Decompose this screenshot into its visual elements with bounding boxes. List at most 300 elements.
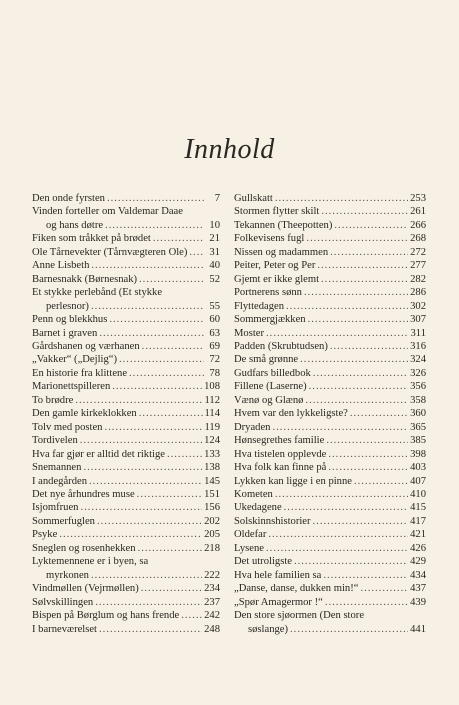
toc-entry[interactable] bbox=[234, 528, 426, 541]
toc-entry-title: Penn og blekkhus bbox=[32, 314, 108, 326]
dot-leader bbox=[325, 596, 408, 609]
toc-entry[interactable] bbox=[234, 300, 426, 313]
dot-leader bbox=[308, 313, 409, 326]
toc-entry-title: Gudfars billedbok bbox=[234, 367, 311, 379]
toc-entry-title: Gjemt er ikke glemt bbox=[234, 273, 320, 285]
toc-column-left bbox=[32, 192, 220, 636]
toc-entry[interactable] bbox=[32, 434, 220, 447]
toc-entry-page-number: 398 bbox=[410, 448, 426, 460]
toc-entry[interactable] bbox=[32, 542, 220, 555]
toc-entry[interactable] bbox=[32, 259, 220, 272]
toc-entry-title: Sommergjækken bbox=[234, 314, 306, 326]
toc-entry-title: En historie fra klittene bbox=[32, 367, 128, 379]
toc-entry-page-number: 316 bbox=[410, 340, 426, 352]
toc-entry-title: Isjomfruen bbox=[32, 502, 79, 514]
toc-entry[interactable] bbox=[234, 555, 426, 568]
toc-entry[interactable] bbox=[32, 515, 220, 528]
toc-entry-title: Fiken som tråkket på brødet bbox=[32, 233, 151, 245]
toc-entry-page-number: 248 bbox=[204, 623, 220, 635]
toc-entry-page-number: 40 bbox=[209, 260, 220, 272]
dot-leader bbox=[321, 273, 408, 286]
toc-entry-line bbox=[234, 596, 426, 609]
toc-entry[interactable] bbox=[32, 232, 220, 245]
toc-entry-page-number: 421 bbox=[410, 529, 426, 541]
dot-leader bbox=[294, 555, 408, 568]
dot-leader bbox=[305, 394, 408, 407]
toc-entry-line bbox=[234, 313, 426, 326]
dot-leader bbox=[112, 380, 202, 393]
dot-leader bbox=[286, 300, 408, 313]
toc-entry-page-number: 108 bbox=[204, 381, 220, 393]
toc-entry-line bbox=[234, 232, 426, 245]
dot-leader bbox=[330, 246, 408, 259]
toc-entry[interactable] bbox=[234, 273, 426, 286]
toc-entry-page-number: 218 bbox=[204, 542, 220, 554]
toc-entry-line bbox=[32, 313, 220, 326]
toc-entry[interactable] bbox=[234, 421, 426, 434]
toc-entry-title: Bispen på Børglum og hans frende bbox=[32, 610, 180, 622]
toc-entry-title: søslange) bbox=[248, 623, 289, 635]
dot-leader bbox=[91, 569, 202, 582]
toc-entry-page-number: 78 bbox=[209, 367, 220, 379]
toc-entry[interactable] bbox=[32, 246, 220, 259]
dot-leader bbox=[153, 232, 204, 245]
toc-entry-title: Det utroligste bbox=[234, 556, 292, 568]
toc-entry-title: Hva tistelen opplevde bbox=[234, 448, 327, 460]
toc-entry-page-number: 112 bbox=[204, 394, 220, 406]
toc-entry[interactable] bbox=[32, 407, 220, 420]
toc-entry[interactable] bbox=[32, 353, 220, 366]
toc-entry-title-line: Vinden forteller om Valdemar Daae bbox=[32, 206, 183, 218]
toc-entry-page-number: 407 bbox=[410, 475, 426, 487]
toc-entry-page-number: 237 bbox=[204, 596, 220, 608]
toc-entry-line bbox=[234, 246, 426, 259]
toc-entry-line bbox=[234, 273, 426, 286]
dot-leader bbox=[75, 394, 202, 407]
dot-leader bbox=[360, 582, 408, 595]
dot-leader bbox=[321, 205, 408, 218]
dot-leader bbox=[119, 353, 204, 366]
dot-leader bbox=[59, 528, 202, 541]
toc-entry-line bbox=[32, 367, 220, 380]
toc-entry[interactable] bbox=[32, 623, 220, 636]
toc-entry-title: Tolv med posten bbox=[32, 421, 103, 433]
toc-entry[interactable] bbox=[32, 461, 220, 474]
toc-entry[interactable] bbox=[234, 394, 426, 407]
dot-leader bbox=[326, 434, 408, 447]
dot-leader bbox=[99, 623, 202, 636]
toc-entry-line bbox=[234, 353, 426, 366]
toc-entry-line bbox=[234, 421, 426, 434]
toc-entry-page-number: 10 bbox=[209, 219, 220, 231]
toc-entry-line bbox=[234, 380, 426, 393]
dot-leader bbox=[142, 340, 204, 353]
toc-entry-page-number: 205 bbox=[204, 529, 220, 541]
toc-entry-title: Det nye århundres muse bbox=[32, 488, 135, 500]
toc-entry[interactable] bbox=[234, 259, 426, 272]
toc-entry-page-number: 234 bbox=[204, 583, 220, 595]
toc-entry-line bbox=[234, 501, 426, 514]
dot-leader bbox=[284, 501, 408, 514]
toc-entry-title-line: Den store sjøormen (Den store bbox=[234, 610, 365, 622]
toc-entry[interactable] bbox=[32, 488, 220, 501]
toc-entry[interactable] bbox=[234, 609, 426, 636]
toc-entry[interactable] bbox=[234, 596, 426, 609]
toc-entry[interactable] bbox=[32, 596, 220, 609]
toc-entry-line bbox=[234, 461, 426, 474]
toc-entry-page-number: 119 bbox=[204, 421, 220, 433]
toc-entry-page-number: 324 bbox=[410, 354, 426, 366]
toc-entry-line bbox=[32, 421, 220, 434]
toc-entry[interactable] bbox=[32, 273, 220, 286]
toc-entry-page-number: 138 bbox=[204, 462, 220, 474]
toc-entry-page-number: 63 bbox=[209, 327, 220, 339]
toc-entry-line bbox=[32, 246, 220, 259]
dot-leader bbox=[139, 407, 203, 420]
toc-entry[interactable] bbox=[32, 528, 220, 541]
toc-entry-title: Hva folk kan finne på bbox=[234, 462, 327, 474]
toc-entry-title: Sneglen og rosenhekken bbox=[32, 542, 136, 554]
toc-entry-title: Vænø og Glænø bbox=[234, 394, 304, 406]
toc-entry-title: Lysene bbox=[234, 542, 265, 554]
toc-entry-line bbox=[234, 394, 426, 407]
toc-entry[interactable] bbox=[234, 501, 426, 514]
toc-entry-line bbox=[32, 448, 220, 461]
toc-entry-line bbox=[32, 232, 220, 245]
toc-entry-title: Den gamle kirkeklokken bbox=[32, 408, 137, 420]
dot-leader bbox=[306, 232, 408, 245]
toc-entry[interactable] bbox=[234, 327, 426, 340]
dot-leader bbox=[290, 623, 408, 636]
toc-entry-line bbox=[234, 300, 426, 313]
toc-entry-line bbox=[234, 340, 426, 353]
toc-entry[interactable] bbox=[32, 327, 220, 340]
toc-entry[interactable] bbox=[234, 515, 426, 528]
toc-entry[interactable] bbox=[234, 353, 426, 366]
toc-entry-title: Hvem var den lykkeligste? bbox=[234, 408, 348, 420]
toc-entry-line bbox=[234, 555, 426, 568]
toc-entry-page-number: 356 bbox=[410, 381, 426, 393]
toc-entry-line bbox=[234, 407, 426, 420]
toc-entry-line bbox=[32, 623, 220, 636]
toc-entry-title: Tekannen (Theepotten) bbox=[234, 219, 333, 231]
toc-entry-title: Fillene (Laserne) bbox=[234, 381, 307, 393]
dot-leader bbox=[189, 246, 204, 259]
toc-entry-line bbox=[32, 582, 220, 595]
toc-entry-page-number: 114 bbox=[204, 408, 220, 420]
toc-entry-line bbox=[32, 488, 220, 501]
toc-entry-page-number: 52 bbox=[209, 273, 220, 285]
toc-entry-title: „Spør Amagermor !“ bbox=[234, 596, 323, 608]
toc-entry-page-number: 441 bbox=[410, 623, 426, 635]
toc-column-right bbox=[234, 192, 426, 636]
toc-entry-page-number: 286 bbox=[410, 287, 426, 299]
toc-entry-title: Ukedagene bbox=[234, 502, 282, 514]
toc-entry-page-number: 307 bbox=[410, 314, 426, 326]
toc-entry-page-number: 253 bbox=[410, 193, 426, 204]
toc-entry-line bbox=[32, 353, 220, 366]
dot-leader bbox=[313, 515, 409, 528]
toc-entry-line bbox=[32, 380, 220, 393]
dot-leader bbox=[317, 259, 408, 272]
toc-entry[interactable] bbox=[234, 205, 426, 218]
toc-entry-line bbox=[32, 259, 220, 272]
dot-leader bbox=[266, 542, 408, 555]
toc-entry-line bbox=[234, 528, 426, 541]
toc-entry-page-number: 124 bbox=[204, 435, 220, 447]
toc-entry-line bbox=[234, 515, 426, 528]
toc-entry[interactable] bbox=[234, 488, 426, 501]
toc-entry-title: Peiter, Peter og Per bbox=[234, 260, 316, 272]
toc-entry-title: Sølvskillingen bbox=[32, 596, 94, 608]
toc-entry-page-number: 311 bbox=[410, 327, 426, 339]
dot-leader bbox=[300, 353, 408, 366]
toc-entry-title-line: Lyktemennene er i byen, sa bbox=[32, 556, 149, 568]
toc-entry-line bbox=[234, 327, 426, 340]
toc-entry[interactable] bbox=[32, 367, 220, 380]
toc-entry-title: Solskinnshistorier bbox=[234, 515, 311, 527]
dot-leader bbox=[268, 528, 408, 541]
toc-entry-page-number: 365 bbox=[410, 421, 426, 433]
toc-entry-page-number: 7 bbox=[214, 193, 220, 204]
toc-entry-title: Nissen og madammen bbox=[234, 246, 329, 258]
toc-entry[interactable] bbox=[32, 394, 220, 407]
dot-leader bbox=[275, 192, 408, 205]
toc-entry-page-number: 268 bbox=[410, 233, 426, 245]
toc-entry[interactable] bbox=[32, 380, 220, 393]
toc-entry-title-line: Et stykke perlebånd (Et stykke bbox=[32, 287, 163, 299]
toc-entry-line bbox=[234, 259, 426, 272]
dot-leader bbox=[129, 367, 204, 380]
toc-entry-title: Portnerens sønn bbox=[234, 287, 302, 299]
toc-entry-page-number: 156 bbox=[204, 502, 220, 514]
dot-leader bbox=[109, 313, 204, 326]
toc-entry-line bbox=[32, 542, 220, 555]
dot-leader bbox=[272, 421, 408, 434]
toc-entry-page-number: 415 bbox=[410, 502, 426, 514]
toc-entry-line bbox=[32, 596, 220, 609]
toc-entry-title: Padden (Skrubtudsen) bbox=[234, 340, 328, 352]
toc-entry[interactable] bbox=[234, 434, 426, 447]
toc-entry-line bbox=[234, 448, 426, 461]
toc-entry-page-number: 55 bbox=[209, 300, 220, 312]
toc-entry-page-number: 429 bbox=[410, 556, 426, 568]
toc-entry-title: „Danse, danse, dukken min!“ bbox=[234, 583, 359, 595]
toc-entry-title: De små grønne bbox=[234, 354, 299, 366]
dot-leader bbox=[330, 340, 408, 353]
toc-entry-title: Lykken kan ligge i en pinne bbox=[234, 475, 352, 487]
toc-entry[interactable] bbox=[32, 313, 220, 326]
toc-entry-title: Stormen flytter skilt bbox=[234, 206, 320, 218]
toc-entry-title: og hans døtre bbox=[46, 219, 104, 231]
toc-entry-line bbox=[32, 609, 220, 622]
toc-entry[interactable] bbox=[234, 407, 426, 420]
page-title: Innhold bbox=[184, 134, 275, 165]
dot-leader bbox=[97, 515, 202, 528]
dot-leader bbox=[309, 380, 408, 393]
toc-entry-title: perlesnor) bbox=[46, 300, 89, 312]
dot-leader bbox=[167, 448, 202, 461]
dot-leader bbox=[354, 475, 408, 488]
dot-leader bbox=[334, 219, 408, 232]
toc-entry-line bbox=[234, 192, 426, 205]
toc-entry-title: Barnet i graven bbox=[32, 327, 98, 339]
dot-leader bbox=[95, 596, 202, 609]
toc-entry-page-number: 261 bbox=[410, 206, 426, 218]
dot-leader bbox=[328, 448, 408, 461]
dot-leader bbox=[141, 582, 202, 595]
toc-entry[interactable] bbox=[234, 219, 426, 232]
toc-entry-title: To brødre bbox=[32, 394, 74, 406]
toc-entry-line bbox=[32, 475, 220, 488]
toc-entry-line bbox=[32, 327, 220, 340]
toc-entry[interactable] bbox=[32, 555, 220, 582]
toc-entry-line bbox=[32, 192, 220, 205]
toc-entry[interactable] bbox=[234, 542, 426, 555]
toc-entry-page-number: 326 bbox=[410, 367, 426, 379]
toc-entry[interactable] bbox=[234, 232, 426, 245]
dot-leader bbox=[275, 488, 408, 501]
toc-entry-title: Sommerfuglen bbox=[32, 515, 95, 527]
toc-entry-line bbox=[234, 582, 426, 595]
toc-entry-title: Hva far gjør er alltid det riktige bbox=[32, 448, 165, 460]
toc-entry-title: Den onde fyrsten bbox=[32, 193, 105, 204]
dot-leader bbox=[99, 327, 204, 340]
toc-entry-line bbox=[32, 407, 220, 420]
toc-entry-page-number: 133 bbox=[204, 448, 220, 460]
toc-entry-title: Psyke bbox=[32, 529, 58, 541]
toc-entry-title: I andegården bbox=[32, 475, 87, 487]
toc-entry-title: Gullskatt bbox=[234, 193, 273, 204]
toc-entry-line bbox=[234, 542, 426, 555]
toc-entry-page-number: 385 bbox=[410, 435, 426, 447]
toc-entry-page-number: 282 bbox=[410, 273, 426, 285]
toc-entry-title: Barnesnakk (Børnesnak) bbox=[32, 273, 138, 285]
toc-entry[interactable] bbox=[234, 461, 426, 474]
dot-leader bbox=[89, 475, 202, 488]
toc-entry-page-number: 358 bbox=[410, 394, 426, 406]
toc-entry-page-number: 272 bbox=[410, 246, 426, 258]
toc-entry-title: Anne Lisbeth bbox=[32, 260, 90, 272]
toc-entry-page-number: 72 bbox=[209, 354, 220, 366]
toc-entry-line bbox=[32, 569, 220, 582]
toc-entry-title: Oldefar bbox=[234, 529, 267, 541]
toc-entry[interactable] bbox=[32, 501, 220, 514]
toc-entry-page-number: 21 bbox=[209, 233, 220, 245]
dot-leader bbox=[91, 300, 204, 313]
dot-leader bbox=[350, 407, 408, 420]
toc-entry-line bbox=[234, 623, 426, 636]
dot-leader bbox=[266, 327, 408, 340]
toc-entry-title: Ole Tårnevekter (Tårnvægteren Ole) bbox=[32, 246, 188, 258]
toc-entry[interactable] bbox=[32, 421, 220, 434]
toc-entry-title: Vindmøllen (Vejrmøllen) bbox=[32, 583, 139, 595]
toc-entry-line bbox=[234, 569, 426, 582]
toc-entry[interactable] bbox=[234, 313, 426, 326]
toc-entry-page-number: 410 bbox=[410, 488, 426, 500]
toc-entry[interactable] bbox=[32, 205, 220, 232]
toc-entry[interactable] bbox=[32, 475, 220, 488]
toc-entry-line bbox=[32, 528, 220, 541]
toc-entry-page-number: 277 bbox=[410, 260, 426, 272]
dot-leader bbox=[104, 421, 202, 434]
toc-entry[interactable] bbox=[32, 286, 220, 313]
toc-entry[interactable] bbox=[234, 192, 426, 205]
toc-entry-title: Hva hele familien sa bbox=[234, 569, 322, 581]
dot-leader bbox=[107, 192, 204, 205]
toc-entry-title: Moster bbox=[234, 327, 265, 339]
dot-leader bbox=[139, 273, 204, 286]
toc-entry-line bbox=[32, 434, 220, 447]
toc-entry-line bbox=[234, 219, 426, 232]
toc-entry[interactable] bbox=[32, 582, 220, 595]
toc-entry-line bbox=[32, 461, 220, 474]
toc-entry-line bbox=[234, 286, 426, 299]
toc-entry-line bbox=[32, 340, 220, 353]
toc-entry[interactable] bbox=[234, 475, 426, 488]
toc-entry[interactable] bbox=[32, 448, 220, 461]
toc-entry-page-number: 151 bbox=[204, 488, 220, 500]
dot-leader bbox=[313, 367, 408, 380]
toc-entry[interactable] bbox=[234, 340, 426, 353]
toc-entry[interactable] bbox=[234, 380, 426, 393]
toc-entry-line bbox=[234, 205, 426, 218]
toc-entry[interactable] bbox=[234, 286, 426, 299]
toc-entry[interactable] bbox=[234, 582, 426, 595]
dot-leader bbox=[80, 501, 202, 514]
toc-entry-title: Kometen bbox=[234, 488, 273, 500]
toc-entry[interactable] bbox=[234, 367, 426, 380]
dot-leader bbox=[138, 542, 203, 555]
toc-entry-page-number: 69 bbox=[209, 340, 220, 352]
toc-entry-line bbox=[234, 475, 426, 488]
dot-leader bbox=[181, 609, 202, 622]
toc-entry-title: Gårdshanen og værhanen bbox=[32, 340, 140, 352]
toc-entry-page-number: 202 bbox=[204, 515, 220, 527]
dot-leader bbox=[83, 461, 202, 474]
toc-entry-page-number: 145 bbox=[204, 475, 220, 487]
toc-entry-line bbox=[32, 394, 220, 407]
toc-entry[interactable] bbox=[234, 246, 426, 259]
toc-entry-line bbox=[32, 273, 220, 286]
toc-entry[interactable] bbox=[32, 192, 220, 205]
toc-entry-line bbox=[234, 488, 426, 501]
toc-entry-line bbox=[32, 300, 220, 313]
toc-entry-line bbox=[32, 515, 220, 528]
toc-entry[interactable] bbox=[32, 609, 220, 622]
toc-entry[interactable] bbox=[234, 448, 426, 461]
toc-entry-line bbox=[32, 219, 220, 232]
toc-entry[interactable] bbox=[234, 569, 426, 582]
toc-entry-page-number: 434 bbox=[410, 569, 426, 581]
toc-entry-line bbox=[234, 367, 426, 380]
toc-entry[interactable] bbox=[32, 340, 220, 353]
dot-leader bbox=[304, 286, 408, 299]
dot-leader bbox=[328, 461, 408, 474]
toc-entry-page-number: 437 bbox=[410, 583, 426, 595]
toc-entry-title: Tordivelen bbox=[32, 435, 78, 447]
toc-entry-page-number: 403 bbox=[410, 462, 426, 474]
toc-entry-page-number: 439 bbox=[410, 596, 426, 608]
toc-entry-page-number: 242 bbox=[204, 610, 220, 622]
toc-entry-title: myrkonen bbox=[46, 569, 89, 581]
toc-entry-page-number: 302 bbox=[410, 300, 426, 312]
toc-entry-page-number: 360 bbox=[410, 408, 426, 420]
toc-entry-title: Flyttedagen bbox=[234, 300, 285, 312]
dot-leader bbox=[105, 219, 204, 232]
dot-leader bbox=[91, 259, 204, 272]
toc-entry-title: Hønsegrethes familie bbox=[234, 435, 325, 447]
